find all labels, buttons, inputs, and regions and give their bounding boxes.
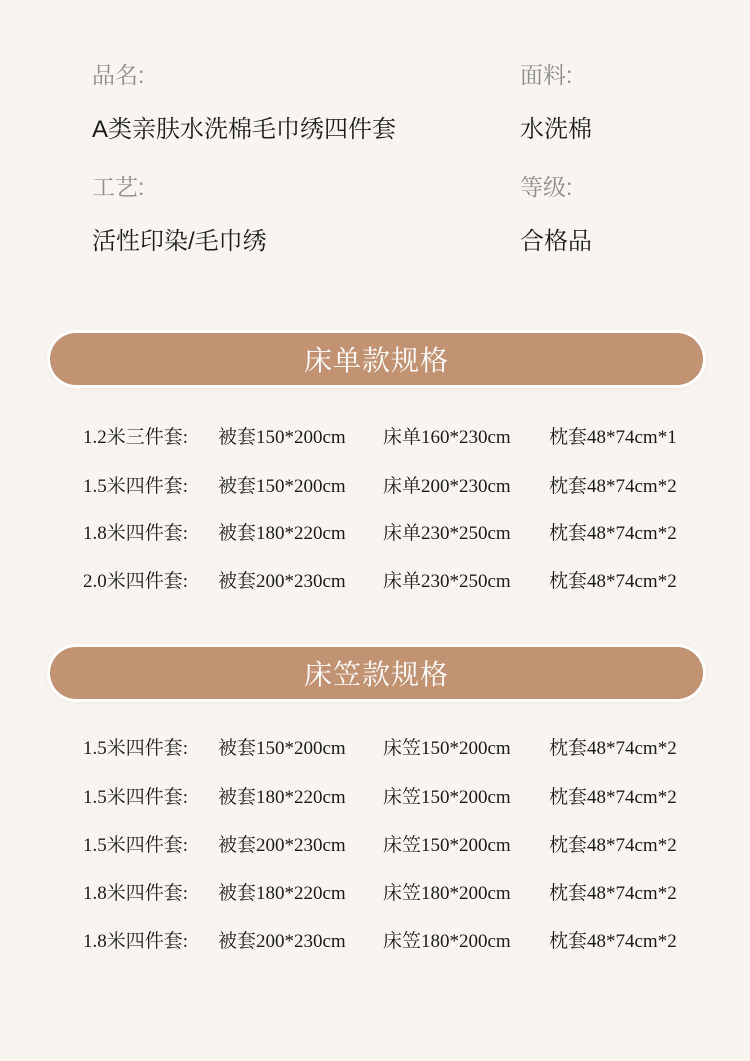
craft-value: 活性印染/毛巾绣	[92, 228, 267, 255]
size-cell: 1.5米四件套:	[83, 476, 189, 497]
pillow-cell: 枕套48*74cm*2	[549, 787, 677, 808]
size-cell: 1.8米四件套:	[83, 931, 189, 952]
pillow-cell: 枕套48*74cm*2	[549, 738, 677, 759]
sheet-cell: 床单160*230cm	[383, 427, 511, 448]
fitted-sheet-cell: 床笠180*200cm	[383, 883, 511, 904]
pillow-cell: 枕套48*74cm*1	[549, 427, 677, 448]
table-row	[0, 426, 750, 450]
grade-value: 合格品	[520, 228, 592, 255]
craft-label: 工艺:	[92, 174, 145, 200]
size-cell: 1.5米四件套:	[83, 738, 189, 759]
sheet-cell: 床单200*230cm	[383, 476, 511, 497]
table-row	[0, 522, 750, 546]
fitted-sheet-cell: 床笠150*200cm	[383, 738, 511, 759]
duvet-cell: 被套180*220cm	[218, 787, 346, 808]
table-row	[0, 882, 750, 906]
pillow-cell: 枕套48*74cm*2	[549, 523, 677, 544]
fitted-sheet-cell: 床笠180*200cm	[383, 931, 511, 952]
duvet-cell: 被套150*200cm	[218, 476, 346, 497]
table-row	[0, 930, 750, 954]
pillow-cell: 枕套48*74cm*2	[549, 571, 677, 592]
size-cell: 1.5米四件套:	[83, 787, 189, 808]
table-row	[0, 737, 750, 761]
size-cell: 1.8米四件套:	[83, 883, 189, 904]
size-cell: 2.0米四件套:	[83, 571, 189, 592]
duvet-cell: 被套200*230cm	[218, 571, 346, 592]
duvet-cell: 被套150*200cm	[218, 427, 346, 448]
pillow-cell: 枕套48*74cm*2	[549, 476, 677, 497]
size-cell: 1.2米三件套:	[83, 427, 189, 448]
table-row	[0, 834, 750, 858]
fabric-label: 面料:	[520, 62, 573, 88]
sheet-cell: 床单230*250cm	[383, 571, 511, 592]
duvet-cell: 被套150*200cm	[218, 738, 346, 759]
fitted-sheet-cell: 床笠150*200cm	[383, 835, 511, 856]
duvet-cell: 被套180*220cm	[218, 523, 346, 544]
fitted-sheet-cell: 床笠150*200cm	[383, 787, 511, 808]
sheet-cell: 床单230*250cm	[383, 523, 511, 544]
pillow-cell: 枕套48*74cm*2	[549, 931, 677, 952]
size-cell: 1.8米四件套:	[83, 523, 189, 544]
fabric-value: 水洗棉	[520, 116, 592, 143]
duvet-cell: 被套180*220cm	[218, 883, 346, 904]
sheet-section-header	[50, 333, 703, 385]
pillow-cell: 枕套48*74cm*2	[549, 883, 677, 904]
grade-label: 等级:	[520, 174, 573, 200]
name-label: 品名:	[92, 62, 145, 88]
pillow-cell: 枕套48*74cm*2	[549, 835, 677, 856]
table-row	[0, 786, 750, 810]
size-cell: 1.5米四件套:	[83, 835, 189, 856]
fitted-section-title: 床笠款规格	[303, 659, 449, 690]
table-row	[0, 570, 750, 594]
name-value: A类亲肤水洗棉毛巾绣四件套	[92, 116, 397, 143]
table-row	[0, 475, 750, 499]
sheet-section-title: 床单款规格	[303, 345, 449, 376]
fitted-section-header	[50, 647, 703, 699]
duvet-cell: 被套200*230cm	[218, 931, 346, 952]
duvet-cell: 被套200*230cm	[218, 835, 346, 856]
